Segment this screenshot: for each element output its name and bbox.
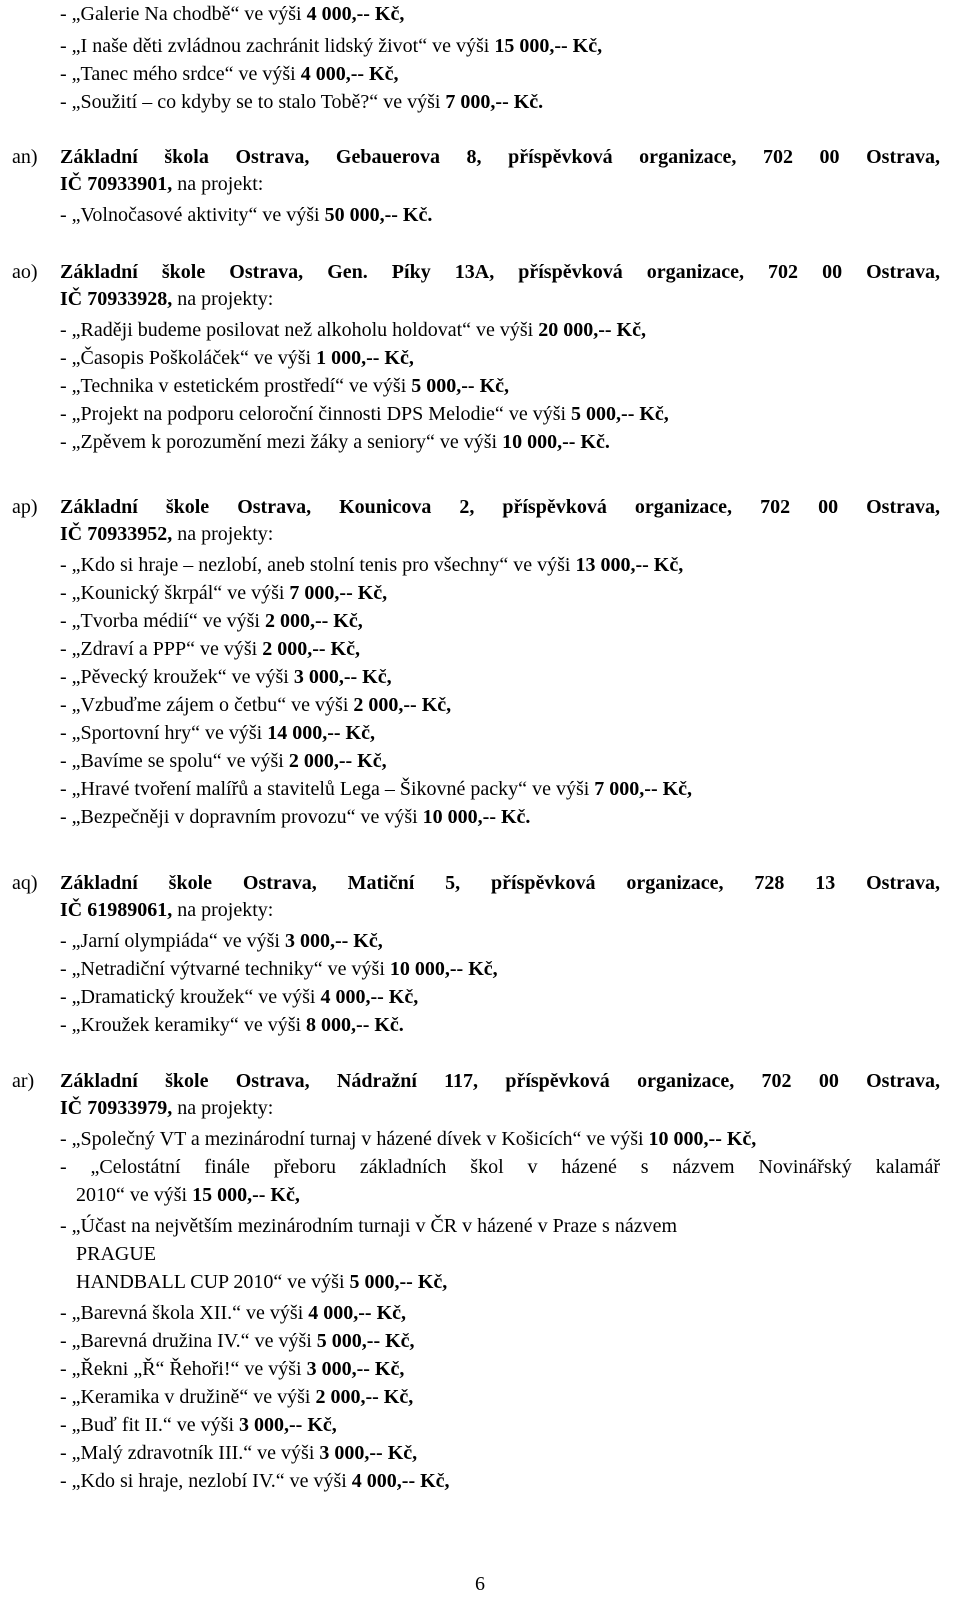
list-item: - „Barevná družina IV.“ ve výši 5 000,-- Kč, [60,1330,415,1352]
list-item: - „Bavíme se spolu“ ve výši 2 000,-- Kč, [60,750,387,772]
list-item: - „Technika v estetickém prostředí“ ve výši 5 000,-- Kč, [60,375,510,397]
school-id: IČ 70933901, na projekt: [60,173,264,195]
school-id: IČ 70933979, na projekty: [60,1097,274,1119]
list-item: - „Hravé tvoření malířů a stavitelů Lega – Šikovné packy“ ve výši 7 000,-- Kč, [60,778,693,800]
list-item: - „Barevná škola XII.“ ve výši 4 000,-- Kč, [60,1302,407,1324]
list-item-continuation: 2010“ ve výši 15 000,-- Kč, [76,1184,300,1206]
list-item: - „Netradiční výtvarné techniky“ ve výši 10 000,-- Kč, [60,958,498,980]
list-item: - „Tanec mého srdce“ ve výši 4 000,-- Kč, [60,63,399,85]
school-name: Základní škole Ostrava, Gen. Píky 13A, příspěvková organizace, 702 00 Ostrava, [60,261,940,283]
list-item: - „Účast na největším mezinárodním turnaji v ČR v házené v Praze s názvem [60,1215,678,1237]
list-item: - „Společný VT a mezinárodní turnaj v házené dívek v Košicích“ ve výši 10 000,-- Kč, [60,1128,757,1150]
list-item: - „Kdo si hraje – nezlobí, aneb stolní tenis pro všechny“ ve výši 13 000,-- Kč, [60,554,684,576]
list-item: - „Soužití – co kdyby se to stalo Tobě?“ ve výši 7 000,-- Kč. [60,91,544,113]
list-item: - „Dramatický kroužek“ ve výši 4 000,-- Kč, [60,986,419,1008]
section-label: an) [12,146,38,168]
school-name: Základní škole Ostrava, Kounicova 2, příspěvková organizace, 702 00 Ostrava, [60,496,940,518]
list-item-continuation: HANDBALL CUP 2010“ ve výši 5 000,-- Kč, [76,1271,448,1293]
list-item: - „Sportovní hry“ ve výši 14 000,-- Kč, [60,722,375,744]
list-item: - „Galerie Na chodbě“ ve výši 4 000,-- Kč, [60,3,405,25]
list-item: - „Celostátní finále přeboru základních škol v házené s názvem Novinářský kalamář [60,1156,940,1178]
school-name: Základní škole Ostrava, Matiční 5, příspěvková organizace, 728 13 Ostrava, [60,872,940,894]
list-item: - „Bezpečněji v dopravním provozu“ ve výši 10 000,-- Kč. [60,806,531,828]
list-item: - „Kroužek keramiky“ ve výši 8 000,-- Kč. [60,1014,404,1036]
school-id: IČ 70933952, na projekty: [60,523,274,545]
list-item: - „I naše děti zvládnou zachránit lidský život“ ve výši 15 000,-- Kč, [60,35,603,57]
list-item: - „Tvorba médií“ ve výši 2 000,-- Kč, [60,610,363,632]
list-item: - „Pěvecký kroužek“ ve výši 3 000,-- Kč, [60,666,392,688]
list-item-continuation: PRAGUE [76,1243,157,1265]
list-item: - „Malý zdravotník III.“ ve výši 3 000,-- Kč, [60,1442,418,1464]
school-id: IČ 70933928, na projekty: [60,288,274,310]
list-item: - „Keramika v družině“ ve výši 2 000,-- Kč, [60,1386,414,1408]
list-item: - „Kounický škrpál“ ve výši 7 000,-- Kč, [60,582,388,604]
section-label: ap) [12,496,38,518]
section-label: ao) [12,261,38,283]
school-id: IČ 61989061, na projekty: [60,899,274,921]
section-label: ar) [12,1070,35,1092]
list-item: - „Zpěvem k porozumění mezi žáky a seniory“ ve výši 10 000,-- Kč. [60,431,610,453]
list-item: - „Časopis Poškoláček“ ve výši 1 000,-- Kč, [60,347,414,369]
list-item: - „Raději budeme posilovat než alkoholu holdovat“ ve výši 20 000,-- Kč, [60,319,646,341]
list-item: - „Řekni „Ř“ Řehoři!“ ve výši 3 000,-- Kč, [60,1358,405,1380]
section-label: aq) [12,872,38,894]
list-item: - „Jarní olympiáda“ ve výši 3 000,-- Kč, [60,930,383,952]
page-number: 6 [475,1573,485,1595]
school-name: Základní škola Ostrava, Gebauerova 8, příspěvková organizace, 702 00 Ostrava, [60,146,940,168]
school-name: Základní škole Ostrava, Nádražní 117, příspěvková organizace, 702 00 Ostrava, [60,1070,940,1092]
list-item: - „Buď fit II.“ ve výši 3 000,-- Kč, [60,1414,337,1436]
list-item: - „Kdo si hraje, nezlobí IV.“ ve výši 4 000,-- Kč, [60,1470,450,1492]
list-item: - „Projekt na podporu celoroční činnosti DPS Melodie“ ve výši 5 000,-- Kč, [60,403,669,425]
list-item: - „Zdraví a PPP“ ve výši 2 000,-- Kč, [60,638,360,660]
list-item: - „Volnočasové aktivity“ ve výši 50 000,-- Kč. [60,204,433,226]
list-item: - „Vzbuďme zájem o četbu“ ve výši 2 000,-- Kč, [60,694,452,716]
